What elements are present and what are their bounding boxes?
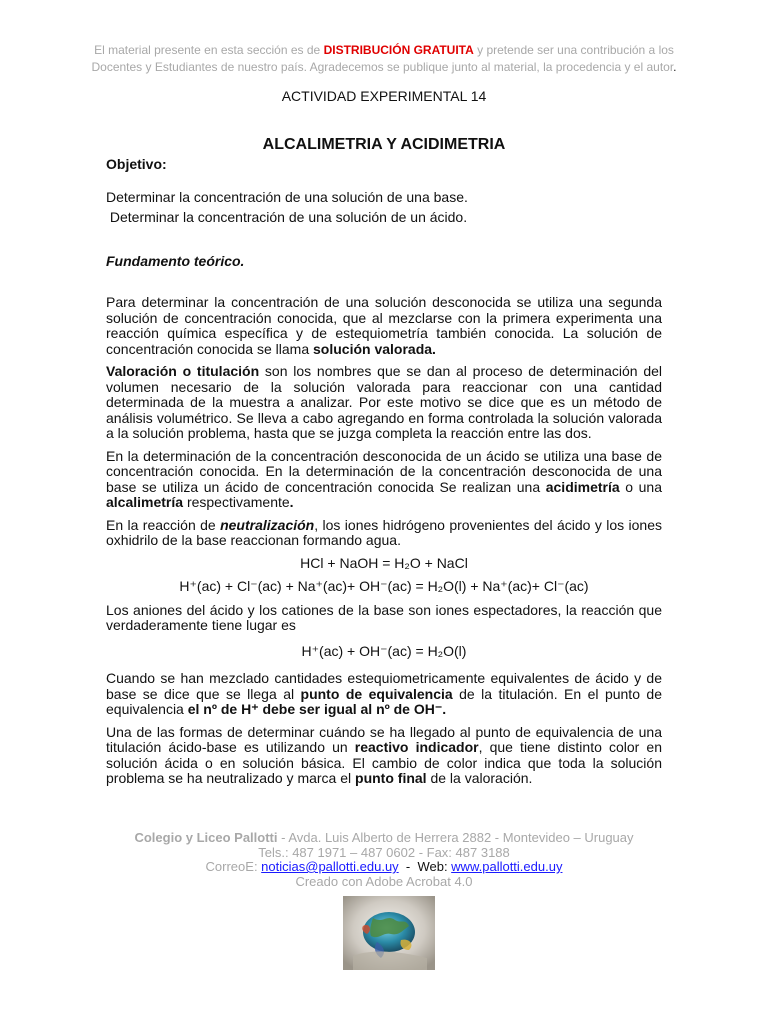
bold-dot: . — [289, 494, 294, 510]
paragraph-intro — [106, 295, 662, 357]
school-name: Colegio y Liceo Pallotti — [134, 830, 278, 845]
email-label: CorreoE: — [205, 859, 262, 874]
disclaimer-text-1: El material presente en esta sección es de — [94, 43, 324, 57]
paragraph-text: de la titulación. En el punto de equivalencia — [106, 685, 662, 717]
paragraph-text: , que tiene distinto color en solución ácida o en solución básica. El cambio de color indica que toda la solución problema se ha neutralizado y marca el — [106, 739, 662, 786]
paragraph-neutralizacion — [106, 518, 662, 549]
disclaimer-text-2: y pretende ser una contribución a los Docentes y Estudiantes de nuestro país. Agradecemos se publique junto al material, la procedencia y el autor — [91, 43, 674, 74]
equation-ionic: H⁺(ac) + Cl⁻(ac) + Na⁺(ac)+ OH⁻(ac) = H₂O(l) + Na⁺(ac)+ Cl⁻(ac) — [179, 578, 589, 594]
paragraph-espectadores: Los aniones del ácido y los cationes de la base son iones espectadores, la reacción que verdaderamente tiene lugar es — [106, 601, 662, 633]
paragraph-text: de la valoración. — [426, 770, 533, 786]
equation-molecular: HCl + NaOH = H₂O + NaCl — [300, 554, 468, 571]
paragraph-text: o una — [619, 478, 662, 495]
fundamento-heading: Fundamento teórico. — [106, 252, 245, 269]
equation-net-ionic: H⁺(ac) + OH⁻(ac) = H₂O(l) — [301, 642, 467, 659]
paragraph-indicador — [106, 725, 662, 787]
paragraph-text: , los iones hidrógeno provenientes del ácido y los iones oxhidrilo de la base reaccionan formando agua. — [106, 516, 662, 548]
logo-graphic — [343, 896, 435, 970]
bold-term: reactivo indicador — [354, 739, 479, 755]
paragraph-equivalencia — [106, 671, 662, 718]
email-link[interactable]: noticias@pallotti.edu.uy — [261, 859, 399, 874]
bold-term: Valoración o titulación — [106, 363, 260, 379]
objective-item: Determinar la concentración de una solución de una base. — [106, 188, 468, 205]
paragraph-text: Cuando se han mezclado cantidades estequiometricamente equivalentes de ácido y de base se dice que se llega al — [106, 670, 662, 702]
bold-dot: . — [442, 701, 447, 717]
bold-term: acidimetría — [545, 478, 620, 495]
school-address: - Avda. Luis Alberto de Herrera 2882 - Montevideo – Uruguay — [277, 830, 634, 845]
bold-term: punto de equivalencia — [300, 685, 453, 702]
paragraph-valoracion — [106, 364, 662, 442]
footer — [90, 831, 678, 889]
activity-heading: ACTIVIDAD EXPERIMENTAL 14 — [281, 88, 487, 104]
disclaimer-highlight: DISTRIBUCIÓN GRATUITA — [323, 43, 474, 57]
objective-item: Determinar la concentración de una solución de un ácido. — [106, 209, 468, 225]
footer-phones: Tels.: 487 1971 – 487 0602 - Fax: 487 3188 — [258, 844, 510, 860]
main-content — [106, 157, 662, 794]
school-logo-image — [343, 896, 435, 970]
bold-term: el nº de H⁺ debe ser igual al nº de OH⁻ — [187, 701, 443, 717]
contact-separator: - Web: — [398, 859, 452, 874]
bold-italic-term: neutralización — [220, 516, 315, 533]
bold-term: alcalimetría — [106, 494, 184, 510]
paragraph-acidimetria — [106, 449, 662, 511]
paragraph-text: respectivamente — [183, 494, 290, 510]
disclaimer — [90, 42, 678, 76]
paragraph-text: son los nombres que se dan al proceso de determinación del volumen necesario de la solución valorada para reaccionar con una cantidad determinada de la muestra a analizar. Por este motivo se dice que es un método de análisis volumétrico. Se lleva a cabo agregando en forma controlada la solución valorada a la solución problema, hasta que se juzga completa la reacción entre las dos. — [106, 363, 663, 441]
bold-term: punto final — [355, 770, 427, 786]
footer-address-line — [90, 831, 678, 846]
disclaimer-end: . — [673, 60, 677, 74]
paragraph-text: Para determinar la concentración de una solución desconocida se utiliza una segunda solución de concentración conocida, que al mezclarse con la primera experimenta una reacción química específica y de estequiometría también conocida. La solución de concentración conocida se llama — [106, 294, 662, 357]
paragraph-text: En la determinación de la concentración desconocida de un ácido se utiliza una base de concentración conocida. En la determinación de la concentración desconocida de una base se utiliza un ácido de concentración conocida Se realizan una — [106, 447, 662, 495]
paragraph-text: En la reacción de — [106, 516, 221, 533]
page-title: ALCALIMETRIA Y ACIDIMETRIA — [262, 136, 506, 153]
objective-heading: Objetivo: — [106, 156, 167, 172]
footer-contact-line — [90, 860, 678, 875]
bold-term: solución valorada. — [313, 340, 436, 357]
web-link[interactable]: www.pallotti.edu.uy — [451, 859, 563, 874]
paragraph-text: Una de las formas de determinar cuándo se ha llegado al punto de equivalencia de una titulación ácido-base es utilizando un — [106, 723, 662, 755]
footer-created: Creado con Adobe Acrobat 4.0 — [295, 873, 473, 889]
